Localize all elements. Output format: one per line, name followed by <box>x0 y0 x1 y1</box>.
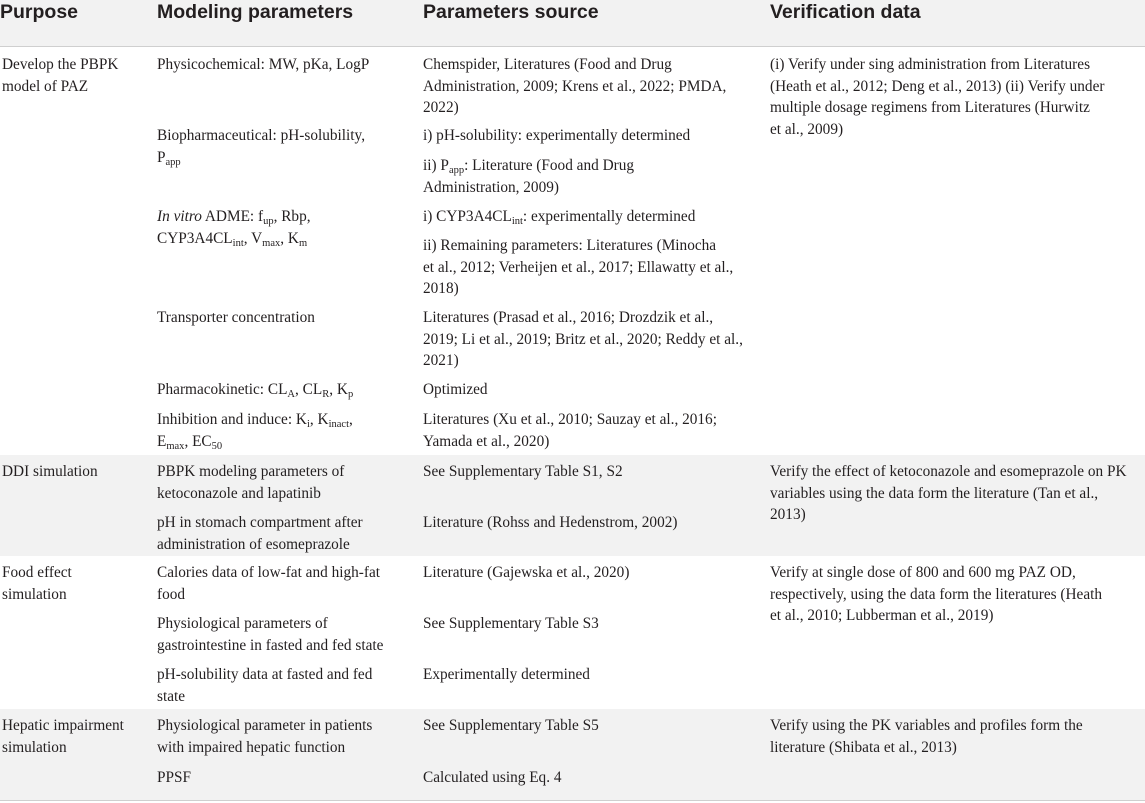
purpose-ddi: DDI simulation <box>2 463 98 480</box>
param-food-ph-solubility: pH-solubility data at fasted and fed state <box>157 666 373 705</box>
param-pharmacokinetic: Pharmacokinetic: $CL_A$, $CL_R$, $K_p$ <box>157 381 354 400</box>
header-verification-data: Verification data <box>770 1 921 23</box>
source-adme-cyp: i) $CYP3A4CL_{int}$: experimentally determined <box>423 208 696 227</box>
purpose-food: Food effect simulation <box>2 564 72 603</box>
source-transporter: Literatures (Prasad et al., 2016; Drozdzik et al., 2019; Li et al., 2019; Britz et al., 2020; Reddy et al., 2021) <box>423 309 743 369</box>
source-food-physiological: See Supplementary Table S3 <box>423 615 599 632</box>
source-pharmacokinetic: Optimized <box>423 381 488 398</box>
table-header <box>0 0 1145 47</box>
table-row-food <box>0 556 1145 709</box>
verification-ddi: Verify the effect of ketoconazole and esomeprazole on PK variables using the data form the literature (Tan et al., 2013) <box>770 463 1127 523</box>
source-hepatic-ppsf: Calculated using Eq. 4 <box>423 769 562 786</box>
source-adme-remaining: ii) Remaining parameters: Literatures (Minocha et al., 2012; Verheijen et al., 2017; Ellawatty et al., 2018) <box>423 237 734 297</box>
header-purpose: Purpose <box>0 1 79 23</box>
param-food-physiological: Physiological parameters of gastrointestine in fasted and fed state <box>157 615 384 654</box>
purpose-hepatic: Hepatic impairment simulation <box>2 717 124 756</box>
source-ddi-pbpk: See Supplementary Table S1, S2 <box>423 463 623 480</box>
verification-pbpk: (i) Verify under sing administration from Literatures (Heath et al., 2012; Deng et al., 2013) (ii) Verify under multiple dosage regimens from Literatures (Hurwitz et al., 2009) <box>770 56 1105 138</box>
source-ddi-ph: Literature (Rohss and Hedenstrom, 2002) <box>423 514 678 531</box>
verification-food: Verify at single dose of 800 and 600 mg PAZ OD, respectively, using the data form the literatures (Heath et al., 2010; Lubberman et al., 2019) <box>770 564 1103 624</box>
header-modeling-parameters: Modeling parameters <box>157 1 354 23</box>
param-food-calories: Calories data of low-fat and high-fat food <box>157 564 380 603</box>
source-food-ph-solubility: Experimentally determined <box>423 666 590 683</box>
source-biopharm-papp: ii) $P_{app}$: Literature (Food and Drug Administration, 2009) <box>423 157 635 196</box>
param-in-vitro-adme: In vitro ADME: $f_{up}$, Rbp, $CYP3A4CL_{int}$, $V_{max}$, $K_m$ <box>157 208 311 249</box>
table-row-ddi <box>0 455 1145 556</box>
source-physicochemical: Chemspider, Literatures (Food and Drug Administration, 2009; Krens et al., 2022; PMDA, 2022) <box>423 56 727 116</box>
purpose-pbpk: Develop the PBPK model of PAZ <box>2 56 119 95</box>
param-hepatic-physiological: Physiological parameter in patients with impaired hepatic function <box>157 717 373 756</box>
source-hepatic-physiological: See Supplementary Table S5 <box>423 717 599 734</box>
source-biopharm-solubility: i) pH-solubility: experimentally determined <box>423 127 691 144</box>
source-inhibition: Literatures (Xu et al., 2010; Sauzay et al., 2016; Yamada et al., 2020) <box>423 411 717 450</box>
param-ddi-ph: pH in stomach compartment after administration of esomeprazole <box>157 514 363 553</box>
param-transporter: Transporter concentration <box>157 309 315 326</box>
verification-hepatic: Verify using the PK variables and profiles form the literature (Shibata et al., 2013) <box>770 717 1083 756</box>
param-ddi-pbpk: PBPK modeling parameters of ketoconazole and lapatinib <box>157 463 345 502</box>
param-inhibition: Inhibition and induce: $K_i$, $K_{inact}$, $E_{max}$, $EC_{50}$ <box>157 411 353 452</box>
source-food-calories: Literature (Gajewska et al., 2020) <box>423 564 630 581</box>
param-biopharmaceutical: Biopharmaceutical: pH-solubility, $P_{app}$ <box>157 127 366 168</box>
param-hepatic-ppsf: PPSF <box>157 769 192 786</box>
param-physicochemical: Physicochemical: MW, pKa, LogP <box>157 56 370 73</box>
header-parameters-source: Parameters source <box>423 1 599 23</box>
table-row-hepatic <box>0 709 1145 800</box>
table-row-pbpk <box>0 47 1145 455</box>
table-bottom-rule <box>0 800 1145 801</box>
